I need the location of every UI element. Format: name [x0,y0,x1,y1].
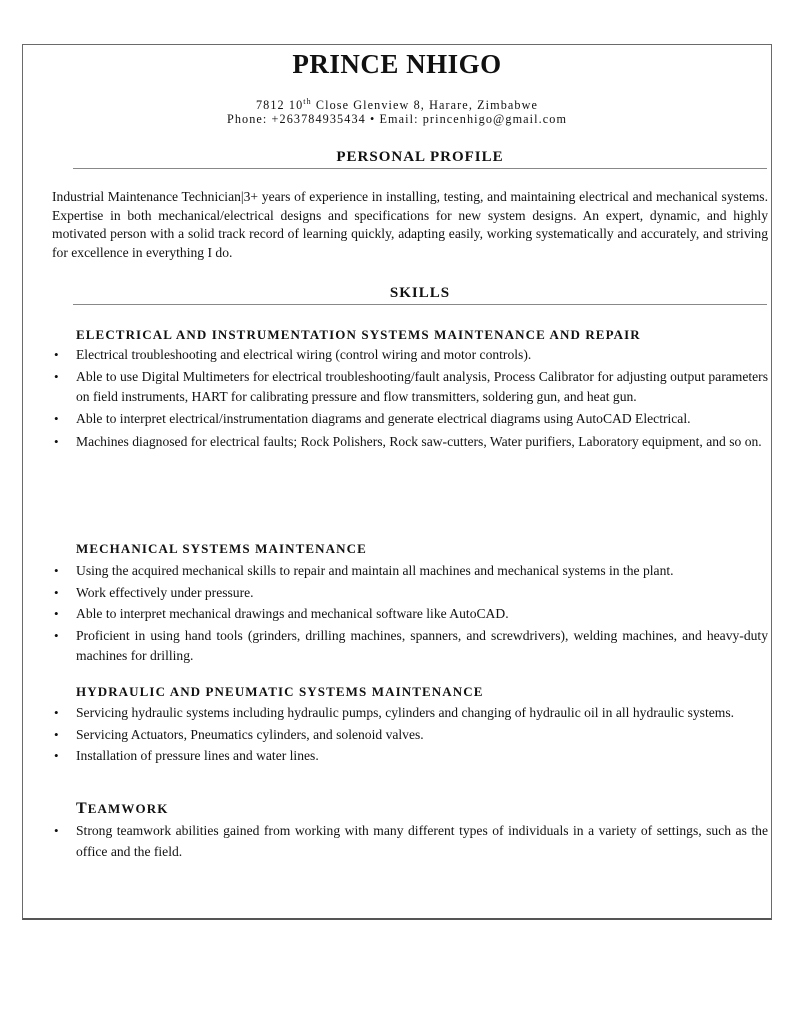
list-item: • Electrical troubleshooting and electrical wiring (control wiring and motor controls). [52,345,768,366]
electrical-list [52,345,768,454]
address-suffix: Close Glenview 8, Harare, Zimbabwe [311,98,539,113]
candidate-name: PRINCE NHIGO [292,49,502,79]
address-prefix: 7812 10 [255,98,304,113]
list-item: • Installation of pressure lines and water lines. [52,746,768,767]
list-item: • Able to interpret electrical/instrumentation diagrams and generate electrical diagrams using AutoCAD Electrical. [52,409,768,430]
teamwork-heading-rest: EAMWORK [87,801,169,816]
list-item: • Using the acquired mechanical skills to repair and maintain all machines and mechanical systems in the plant. [52,561,768,582]
bullet-icon: • [54,748,59,763]
hydraulic-list [52,703,768,768]
bullet-icon: • [54,726,59,742]
bullet-icon: • [54,606,59,621]
resume-page [22,44,772,920]
bullet-icon: • [54,563,59,578]
list-item: • Servicing hydraulic systems including hydraulic pumps, cylinders and changing of hydraulic oil in all hydraulic systems. [52,703,768,724]
list-item: • Proficient in using hand tools (grinders, drilling machines, spanners, and screwdrivers), welding machines, and heavy-duty machines for drilling. [54,627,768,663]
bullet-icon: • [54,368,59,384]
bullet-icon: • [54,410,59,426]
address-line [23,97,771,113]
list-item: • Strong teamwork abilities gained from working with many different types of individuals in a variety of settings, such as the office and the field. [54,823,768,859]
list-item: • Servicing Actuators, Pneumatics cylinders, and solenoid valves. [52,725,768,746]
bullet-icon: • [54,705,59,720]
mechanical-list [52,561,768,668]
list-item: • Work effectively under pressure. [52,583,768,604]
list-item: • Able to use Digital Multimeters for electrical troubleshooting/fault analysis, Process Calibrator for adjusting output parameters on field instruments, HART for calibrating pressure and flow transmitters, soldering gun, and heat gun. [54,368,768,404]
profile-text: Industrial Maintenance Technician|3+ years of experience in installing, testing, and maintaining electrical and mechanical systems. Expertise in both mechanical/electrical designs and specifications for new system designs. An expert, dynamic, and highly motivated person with a solid track record of learning quickly, adapting easily, working systematically and accurately, and striving for excellence in everything I do. [52,189,768,260]
list-item: • Machines diagnosed for electrical faults; Rock Polishers, Rock saw-cutters, Water purifiers, Laboratory equipment, and so on. [52,432,768,453]
teamwork-list [52,821,768,863]
skills-section-title: SKILLS [73,285,767,305]
teamwork-heading [76,800,168,818]
address-superscript: th [303,97,312,106]
bullet-icon: • [54,584,59,600]
mechanical-heading: MECHANICAL SYSTEMS MAINTENANCE [76,541,367,556]
bullet-icon: • [54,434,59,449]
electrical-heading: ELECTRICAL AND INSTRUMENTATION SYSTEMS MAINTENANCE AND REPAIR [76,327,641,342]
hydraulic-heading: HYDRAULIC AND PNEUMATIC SYSTEMS MAINTENANCE [76,684,484,699]
bullet-icon: • [54,823,59,838]
contact-line: Phone: +263784935434 • Email: princenhigo@gmail.com [226,112,568,126]
bullet-icon: • [54,347,59,362]
list-item: • Able to interpret mechanical drawings and mechanical software like AutoCAD. [52,604,768,625]
teamwork-heading-initial: T [76,800,88,817]
profile-section-title: PERSONAL PROFILE [73,149,767,169]
bullet-icon: • [54,627,59,643]
